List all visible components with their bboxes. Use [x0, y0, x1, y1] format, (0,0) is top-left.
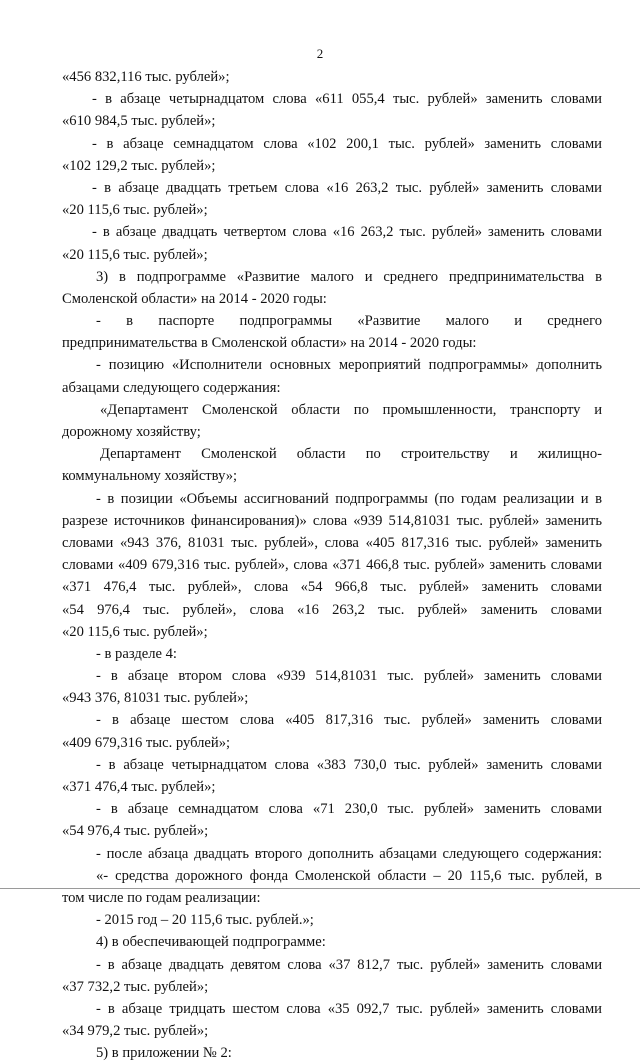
- text-line: «Департамент Смоленской области по промышленности, транспорту и: [100, 401, 602, 418]
- text-line: - в абзаце тридцать шестом слова «35 092,7 тыс. рублей» заменить словами: [96, 1000, 602, 1017]
- text-line: абзацами следующего содержания:: [62, 379, 281, 396]
- text-line: «371 476,4 тыс. рублей», слова «54 966,8 тыс. рублей» заменить словами: [62, 579, 602, 596]
- text-line: - в абзаце двадцать четвертом слова «16 263,2 тыс. рублей» заменить словами: [92, 224, 602, 241]
- text-line: - в абзаце четырнадцатом слова «383 730,0 тыс. рублей» заменить словами: [96, 756, 602, 773]
- document-body: [62, 66, 602, 1064]
- text-line: - в абзаце семнадцатом слова «102 200,1 тыс. рублей» заменить словами: [92, 135, 602, 152]
- text-line: - в абзаце втором слова «939 514,81031 тыс. рублей» заменить словами: [96, 668, 602, 685]
- text-line: - после абзаца двадцать второго дополнить абзацами следующего содержания:: [96, 845, 602, 862]
- text-line: «37 732,2 тыс. рублей»;: [62, 978, 209, 995]
- text-line: 3) в подпрограмме «Развитие малого и среднего предпринимательства в: [96, 268, 602, 285]
- page-bottom-divider: [0, 888, 640, 889]
- text-line: Смоленской области» на 2014 - 2020 годы:: [62, 290, 327, 307]
- text-line: «456 832,116 тыс. рублей»;: [62, 69, 230, 85]
- text-line: - в абзаце двадцать третьем слова «16 263,2 тыс. рублей» заменить словами: [92, 179, 602, 196]
- text-line: предпринимательства в Смоленской области» на 2014 - 2020 годы:: [62, 335, 477, 352]
- text-line: - в разделе 4:: [96, 645, 177, 662]
- text-line: - в абзаце шестом слова «405 817,316 тыс. рублей» заменить словами: [96, 712, 602, 729]
- text-line: «102 129,2 тыс. рублей»;: [62, 157, 216, 174]
- text-line: словами «943 376, 81031 тыс. рублей», слова «405 817,316 тыс. рублей» заменить: [62, 534, 602, 551]
- text-line: - 2015 год – 20 115,6 тыс. рублей.»;: [96, 912, 314, 929]
- text-line: «20 115,6 тыс. рублей»;: [62, 202, 208, 219]
- text-line: разрезе источников финансирования)» слова «939 514,81031 тыс. рублей» заменить: [62, 512, 602, 529]
- text-line: «20 115,6 тыс. рублей»;: [62, 246, 208, 263]
- text-line: словами «409 679,316 тыс. рублей», слова «371 466,8 тыс. рублей» заменить словами: [62, 557, 602, 574]
- text-line: Департамент Смоленской области по строительству и жилищно-: [100, 446, 602, 463]
- text-line: «20 115,6 тыс. рублей»;: [62, 623, 208, 640]
- text-line: 5) в приложении № 2:: [96, 1045, 232, 1062]
- text-line: - в абзаце четырнадцатом слова «611 055,4 тыс. рублей» заменить словами: [92, 91, 602, 108]
- text-line: «34 979,2 тыс. рублей»;: [62, 1023, 209, 1040]
- text-line: «371 476,4 тыс. рублей»;: [62, 779, 216, 795]
- text-line: «54 976,4 тыс. рублей», слова «16 263,2 тыс. рублей» заменить словами: [62, 601, 602, 618]
- text-line: «409 679,316 тыс. рублей»;: [62, 734, 231, 751]
- text-line: «610 984,5 тыс. рублей»;: [62, 113, 216, 130]
- text-line: - в абзаце семнадцатом слова «71 230,0 тыс. рублей» заменить словами: [96, 801, 602, 818]
- text-line: - в абзаце двадцать девятом слова «37 812,7 тыс. рублей» заменить словами: [96, 956, 602, 973]
- text-line: дорожному хозяйству;: [62, 424, 201, 440]
- text-line: - позицию «Исполнители основных мероприятий подпрограммы» дополнить: [96, 357, 602, 374]
- text-line: коммунальному хозяйству»;: [62, 468, 238, 485]
- text-line: - в паспорте подпрограммы «Развитие малого и среднего: [96, 313, 602, 330]
- text-line: том числе по годам реализации:: [62, 889, 261, 906]
- text-line: 4) в обеспечивающей подпрограмме:: [96, 934, 326, 951]
- text-line: - в позиции «Объемы ассигнований подпрограммы (по годам реализации и в: [96, 490, 602, 507]
- text-line: «943 376, 81031 тыс. рублей»;: [62, 690, 249, 707]
- page-number: 2: [316, 46, 324, 61]
- text-line: «54 976,4 тыс. рублей»;: [62, 823, 209, 840]
- text-line: «- средства дорожного фонда Смоленской области – 20 115,6 тыс. рублей, в: [96, 867, 602, 884]
